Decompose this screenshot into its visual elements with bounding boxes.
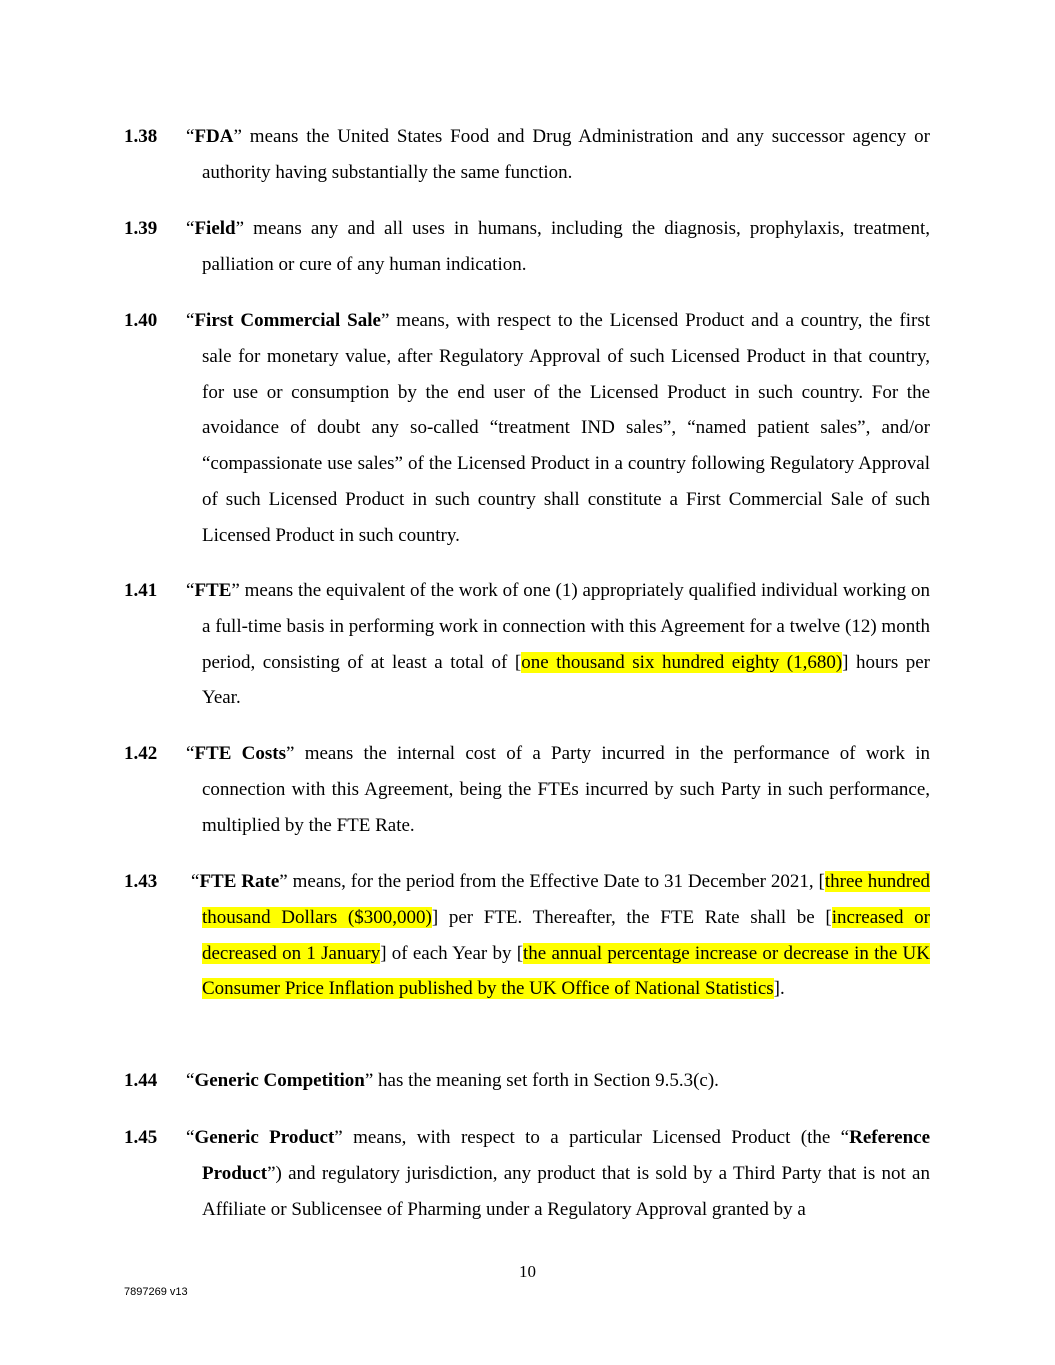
definition-text-run: “: [191, 871, 200, 892]
definition-text-run: “: [186, 310, 195, 331]
definition-1-41: [124, 573, 930, 716]
definition-1-43: [124, 864, 930, 1007]
definition-text-run: ] hours per Year.: [202, 651, 930, 709]
section-number: 1.45: [124, 1127, 158, 1148]
definition-text-run: ” means the equivalent of the work of one (1) appropriately qualified individual working on a full-time basis in performing work in connection with this Agreement for a twelve (12) month period, consisting of at least a total of [: [202, 580, 930, 673]
definition-text-run: “: [186, 1070, 195, 1091]
definition-text-run: ].: [773, 978, 785, 1000]
definition-text: [186, 573, 930, 716]
definition-text: [191, 864, 931, 1007]
defined-term: Generic Competition: [194, 1070, 365, 1091]
definition-text: [186, 1120, 930, 1227]
definition-text-run: “: [186, 580, 195, 601]
defined-term: FTE Costs: [194, 743, 287, 764]
definition-text-run: ” means, with respect to the Licensed Product and a country, the first sale for monetary value, after Regulatory Approval of such Licensed Product in that country, for use or consumption by the end user of the Licensed Product in such country. For the avoidance of doubt any so-called “treatment IND sales”, “named patient sales”, and/or “compassionate use sales” of the Licensed Product in a country following Regulatory Approval of such Licensed Product in such country shall constitute a First Commercial Sale of such Licensed Product in such country.: [202, 310, 930, 546]
defined-term: FDA: [194, 126, 234, 147]
definition-1-42: [124, 736, 930, 843]
definition-text-run: “: [186, 126, 195, 147]
definition-text-run: ”) and regulatory jurisdiction, any product that is sold by a Third Party that is not an Affiliate or Sublicensee of Pharming under a Regulatory Approval granted by a: [202, 1162, 930, 1220]
definition-text: [186, 736, 931, 843]
definition-text: [186, 303, 930, 554]
definition-text: [186, 119, 930, 191]
section-number: 1.39: [124, 218, 158, 239]
section-number: 1.41: [124, 580, 158, 601]
section-number: 1.40: [124, 310, 158, 331]
definition-1-44: [124, 1063, 930, 1099]
definition-text: [186, 211, 930, 283]
definition-text-run: ” has the meaning set forth in Section 9.5.3(c).: [364, 1070, 719, 1091]
highlighted-text: the annual percentage increase or decrease in the UK Consumer Price Inflation published by the UK Office of National Statistics: [202, 942, 930, 1000]
definition-text-run: ” means, with respect to a particular Licensed Product (the “: [334, 1127, 850, 1148]
definition-1-45: [124, 1120, 930, 1227]
defined-term: Generic Product: [194, 1127, 335, 1148]
definition-text: [186, 1063, 930, 1099]
page-number: 10: [519, 1262, 536, 1281]
definition-text-run: ] per FTE. Thereafter, the FTE Rate shall be [: [431, 906, 832, 928]
section-number: 1.43: [124, 871, 158, 892]
definition-text-run: ” means, for the period from the Effective Date to 31 December 2021, [: [279, 871, 825, 892]
defined-term: FTE: [194, 580, 232, 601]
definition-text-run: ” means the United States Food and Drug Administration and any successor agency or authority having substantially the same function.: [202, 126, 930, 183]
definition-text-run: “: [186, 1127, 195, 1148]
definition-text-run: ” means any and all uses in humans, including the diagnosis, prophylaxis, treatment, palliation or cure of any human indication.: [202, 218, 930, 275]
defined-term: FTE Rate: [199, 871, 280, 892]
highlighted-text: one thousand six hundred eighty (1,680): [521, 651, 843, 673]
highlighted-text: three hundred thousand Dollars ($300,000): [202, 871, 931, 928]
definition-text-run: ] of each Year by [: [380, 942, 524, 964]
definition-1-40: [124, 303, 930, 554]
definition-text-run: ” means the internal cost of a Party incurred in the performance of work in connection with this Agreement, being the FTEs incurred by such Party in such performance, multiplied by the FTE Rate.: [202, 743, 931, 836]
definition-text-run: “: [186, 743, 195, 764]
section-number: 1.42: [124, 743, 158, 764]
document-id: 7897269 v13: [124, 1286, 188, 1298]
defined-term: Field: [194, 218, 236, 239]
section-number: 1.44: [124, 1070, 158, 1091]
section-number: 1.38: [124, 126, 158, 147]
highlighted-text: increased or decreased on 1 January: [202, 906, 930, 964]
definition-text-run: “: [186, 218, 195, 239]
defined-term: Reference Product: [202, 1127, 930, 1184]
definition-1-39: [124, 211, 930, 283]
defined-term: First Commercial Sale: [194, 310, 381, 331]
definition-1-38: [124, 119, 930, 191]
